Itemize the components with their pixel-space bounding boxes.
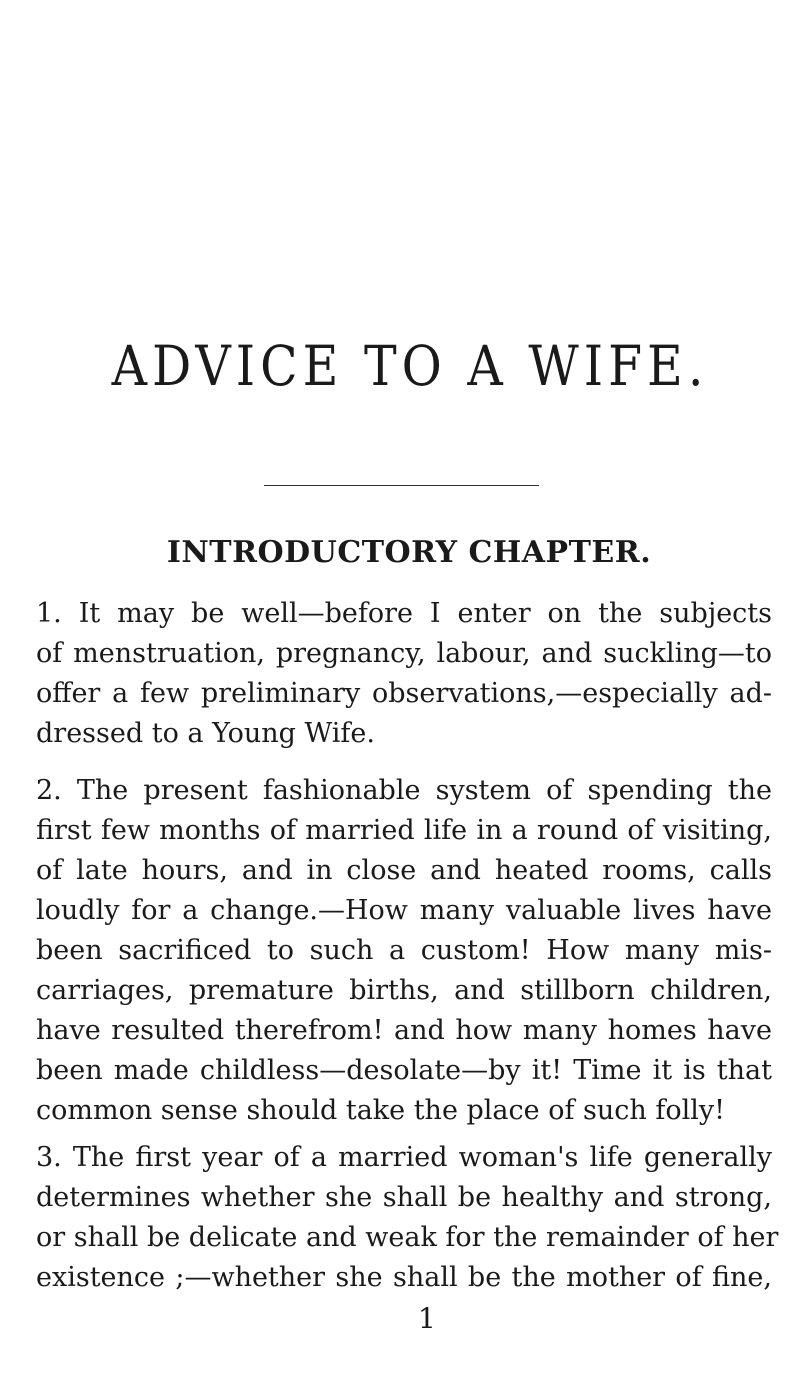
- text-line: been made childless—desolate—by it! Time it is that: [36, 1055, 772, 1086]
- text-line: existence ;—whether she shall be the mother of fine,: [36, 1262, 772, 1293]
- chapter-heading: INTRODUCTORY CHAPTER.: [166, 535, 652, 570]
- paragraph-2: [36, 771, 772, 1131]
- paragraph-1: [36, 594, 772, 754]
- text-line: 1. It may be well—before I enter on the subjects: [36, 598, 772, 629]
- text-line: dressed to a Young Wife.: [36, 718, 375, 749]
- book-title: ADVICE TO A WIFE.: [111, 334, 709, 399]
- text-line: of menstruation, pregnancy, labour, and suckling—to: [36, 638, 772, 669]
- page-number: 1: [418, 1302, 436, 1335]
- text-line: carriages, premature births, and stillborn children,: [36, 975, 772, 1006]
- text-line: offer a few preliminary observations,—especially ad-: [36, 678, 772, 709]
- text-line: loudly for a change.—How many valuable lives have: [36, 895, 772, 926]
- text-line: of late hours, and in close and heated rooms, calls: [36, 855, 772, 886]
- title-divider: [264, 485, 539, 486]
- text-line: have resulted therefrom! and how many homes have: [36, 1015, 772, 1046]
- text-line: 2. The present fashionable system of spending the: [36, 775, 772, 806]
- text-line: determines whether she shall be healthy and strong,: [36, 1182, 772, 1213]
- text-line: 3. The first year of a married woman's life generally: [36, 1142, 772, 1173]
- text-line: or shall be delicate and weak for the remainder of her: [36, 1222, 779, 1253]
- text-line: common sense should take the place of such folly!: [36, 1095, 726, 1126]
- text-line: been sacrificed to such a custom! How many mis-: [36, 935, 772, 966]
- text-line: first few months of married life in a round of visiting,: [36, 815, 772, 846]
- paragraph-3: [36, 1138, 779, 1298]
